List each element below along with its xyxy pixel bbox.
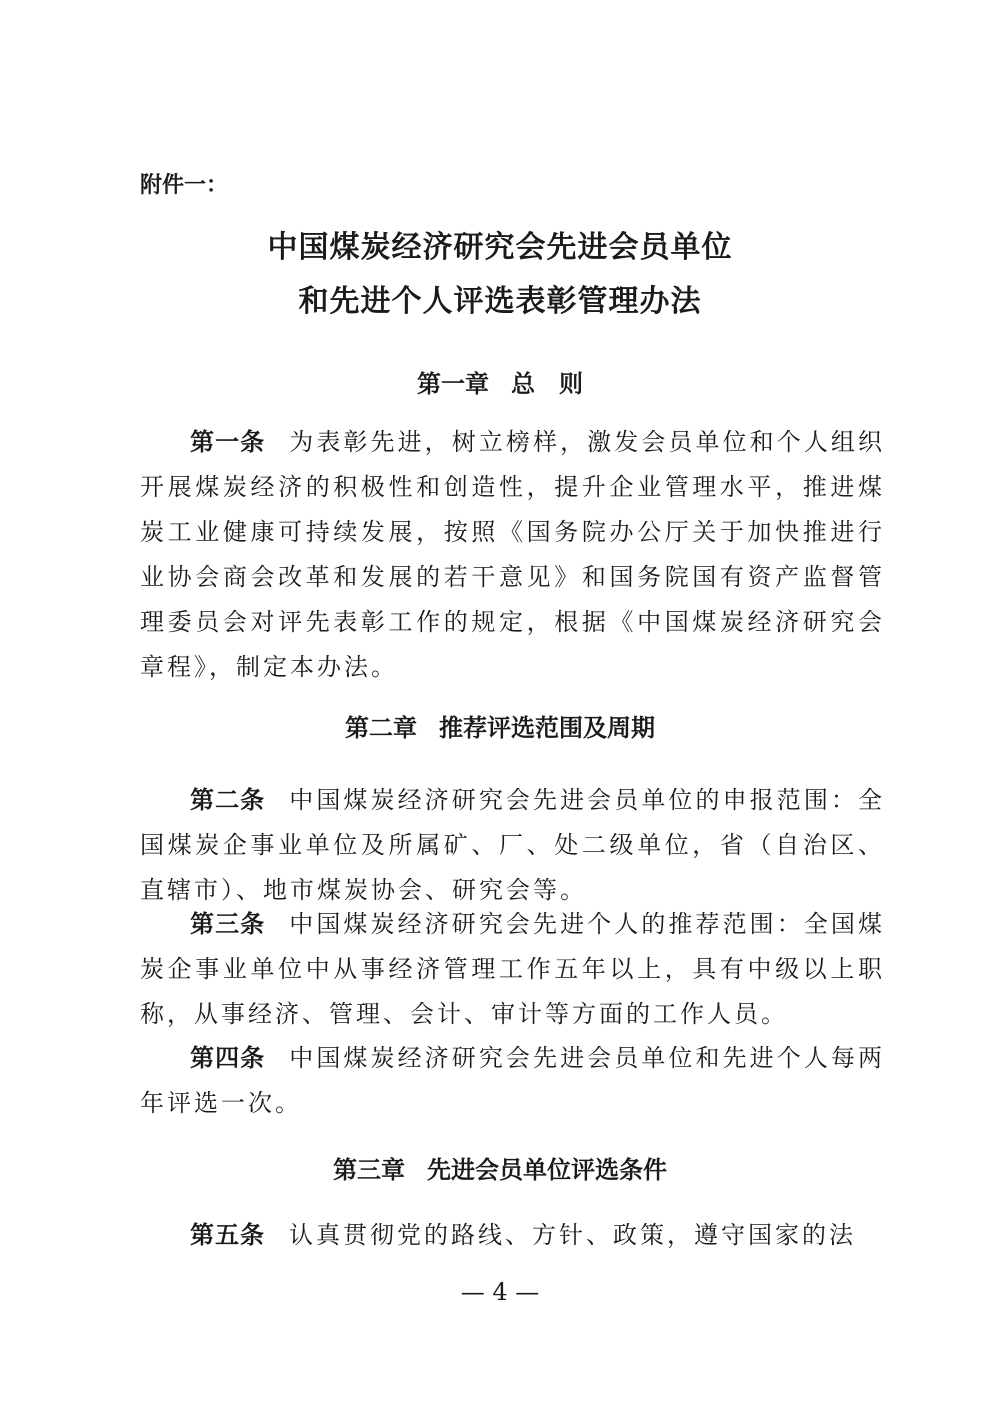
chapter-number: 第三章 — [333, 1156, 405, 1184]
article-1 — [140, 420, 885, 690]
chapter-heading-3 — [0, 1150, 1000, 1185]
article-text: 中国煤炭经济研究会先进个人的推荐范围：全国煤炭企事业单位中从事经济管理工作五年以上，具有中级以上职称，从事经济、管理、会计、审计等方面的工作人员。 — [140, 910, 885, 1028]
article-text: 认真贯彻党的路线、方针、政策，遵守国家的法 — [289, 1221, 856, 1249]
article-4 — [140, 1036, 885, 1126]
article-label: 第四条 — [190, 1044, 266, 1072]
document-title-line-2: 和先进个人评选表彰管理办法 — [298, 284, 702, 319]
chapter-number: 第一章 — [417, 370, 489, 398]
chapter-number: 第二章 — [345, 714, 417, 742]
article-text: 中国煤炭经济研究会先进会员单位的申报范围：全国煤炭企事业单位及所属矿、厂、处二级单位，省（自治区、直辖市）、地市煤炭协会、研究会等。 — [140, 786, 885, 904]
chapter-heading-2 — [0, 708, 1000, 743]
article-label: 第二条 — [190, 786, 266, 814]
page-number: — 4 — — [460, 1278, 540, 1306]
article-3 — [140, 902, 885, 1037]
article-label: 第一条 — [190, 428, 266, 456]
article-2 — [140, 778, 885, 913]
article-label: 第三条 — [190, 910, 266, 938]
chapter-title: 推荐评选范围及周期 — [439, 714, 655, 742]
attachment-label: 附件一： — [140, 173, 229, 198]
article-label: 第五条 — [190, 1221, 265, 1249]
article-text: 为表彰先进，树立榜样，激发会员单位和个人组织开展煤炭经济的积极性和创造性，提升企业管理水平，推进煤炭工业健康可持续发展，按照《国务院办公厅关于加快推进行业协会商会改革和发展的若干意见》和国务院国有资产监督管理委员会对评先表彰工作的规定，根据《中国煤炭经济研究会章程》，制定本办法。 — [140, 428, 885, 681]
chapter-title: 总 则 — [511, 370, 583, 398]
article-5 — [140, 1213, 885, 1258]
chapter-title: 先进会员单位评选条件 — [427, 1156, 667, 1184]
document-title-line-1: 中国煤炭经济研究会先进会员单位 — [267, 230, 733, 265]
chapter-heading-1 — [0, 364, 1000, 399]
article-text: 中国煤炭经济研究会先进会员单位和先进个人每两年评选一次。 — [140, 1044, 885, 1117]
